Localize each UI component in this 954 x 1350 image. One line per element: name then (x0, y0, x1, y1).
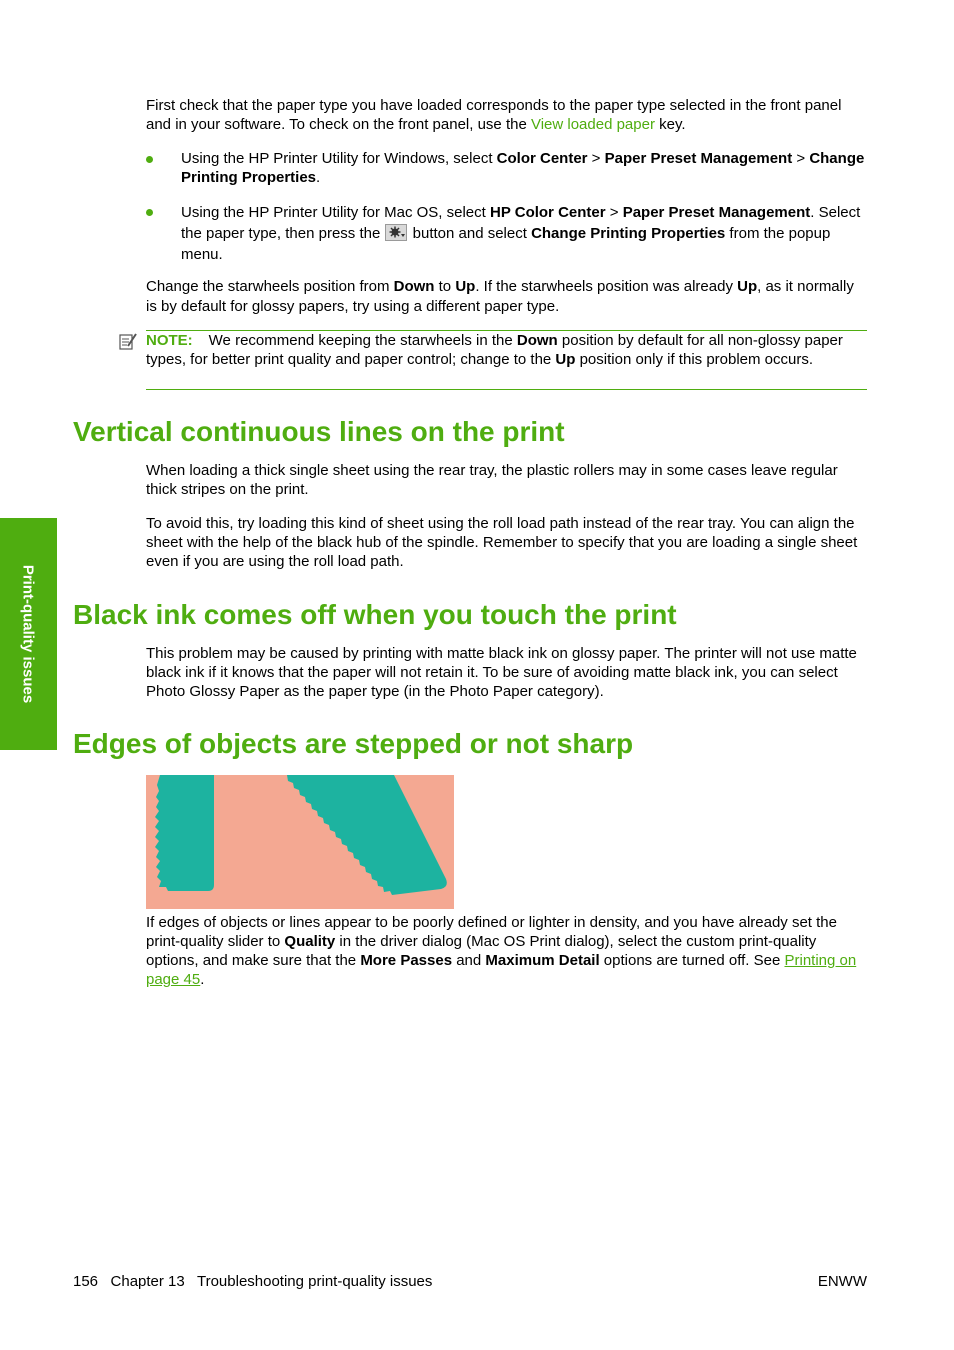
emphasis-text: More Passes (360, 952, 453, 969)
bullet-text: button and select (408, 225, 532, 242)
path-separator: > (792, 150, 810, 167)
body-text: If edges of objects or lines appear to be poorly defined or lighter in density, and you have already set the print-quality slider to (146, 914, 837, 950)
emphasis-text: Up (555, 351, 576, 368)
section-heading-vertical-lines: Vertical continuous lines on the print (73, 416, 565, 447)
body-text: to (434, 278, 456, 295)
intro-text-end: key. (654, 116, 686, 133)
section2-paragraph: This problem may be caused by printing with matte black ink on glossy paper. The printer will not use matte black ink if it knows that the paper will not retain it. To be sure of avoiding matte black ink, you can select Photo Glossy Paper as the paper type (in the Photo Paper category). (146, 645, 857, 700)
view-loaded-paper-link[interactable]: View loaded paper (530, 116, 655, 133)
note-pencil-icon (119, 333, 139, 356)
menu-path-item: Change Printing Properties (181, 150, 865, 186)
bullet-text: Using the HP Printer Utility for Windows, select (181, 150, 497, 167)
menu-path-item: Paper Preset Management (604, 150, 793, 167)
section-heading-black-ink: Black ink comes off when you touch the print (73, 599, 677, 630)
menu-path-item: Change Printing Properties (531, 225, 726, 242)
section1-paragraph-2: To avoid this, try loading this kind of sheet using the roll load path instead of the rear tray. You can align the sheet with the help of the black hub of the spindle. Remember to specify that you are loading a single sheet even if you are using the roll load path. (146, 515, 858, 570)
side-tab-label: Print-quality issues (19, 564, 37, 704)
path-separator: > (605, 204, 623, 221)
body-text: , as it normally is by default for glossy papers, try using a different paper type. (146, 278, 854, 315)
stepped-edges-sample-image (146, 775, 454, 909)
emphasis-text: Up (737, 278, 758, 295)
round-bullet-icon (146, 209, 153, 216)
section1-paragraph-1: When loading a thick single sheet using the rear tray, the plastic rollers may in some cases leave regular thick stripes on the print. (146, 462, 838, 498)
menu-path-item: Paper Preset Management (622, 204, 811, 221)
note-paragraph (146, 331, 867, 369)
note-text: position by default for all non-glossy paper types, for better print quality and paper control; change to the (146, 332, 843, 368)
menu-path-item: Color Center (496, 150, 588, 167)
section-heading-stepped-edges: Edges of objects are stepped or not sharp (73, 728, 634, 759)
bullet-macos (181, 202, 871, 265)
bullet-text: Using the HP Printer Utility for Mac OS, select (181, 204, 490, 221)
body-text: and (452, 952, 486, 969)
gear-button-icon (385, 224, 407, 241)
starwheels-paragraph (146, 277, 868, 317)
chapter-side-tab (0, 518, 57, 750)
menu-path-item: HP Color Center (490, 204, 606, 221)
emphasis-text: Up (455, 278, 476, 295)
emphasis-text: Maximum Detail (485, 952, 600, 969)
intro-text: First check that the paper type you have loaded corresponds to the paper type selected in the front panel and in your software. To check on the front panel, use the (146, 97, 842, 133)
footer-enww: ENWW (817, 1273, 867, 1290)
bullet-text: . (316, 169, 321, 186)
emphasis-text: Quality (284, 933, 336, 950)
note-text: position only if this problem occurs. (575, 351, 814, 368)
body-text: in the driver dialog (Mac OS Print dialog), select the custom print-quality options, and make sure that the (146, 933, 817, 969)
body-text: . (200, 971, 205, 988)
path-separator: > (587, 150, 605, 167)
bullet-text: from the popup menu. (181, 225, 831, 263)
note-label: NOTE: (146, 332, 193, 349)
section3-paragraph (146, 913, 868, 989)
emphasis-text: Down (516, 332, 558, 349)
bullet-text: . Select the paper type, then press the (181, 204, 861, 242)
body-text: options are turned off. See (599, 952, 785, 969)
body-text: . If the starwheels position was already (475, 278, 738, 295)
bullet-windows (181, 149, 871, 187)
intro-paragraph (146, 96, 868, 134)
round-bullet-icon (146, 156, 153, 163)
body-text: Change the starwheels position from (146, 278, 394, 295)
note-bottom-rule (146, 389, 867, 390)
note-text: We recommend keeping the starwheels in the (208, 332, 517, 349)
footer-page-info: 156 Chapter 13 Troubleshooting print-quality issues (73, 1273, 433, 1290)
emphasis-text: Down (393, 278, 435, 295)
printing-page-link[interactable]: Printing on page 45 (146, 952, 857, 988)
